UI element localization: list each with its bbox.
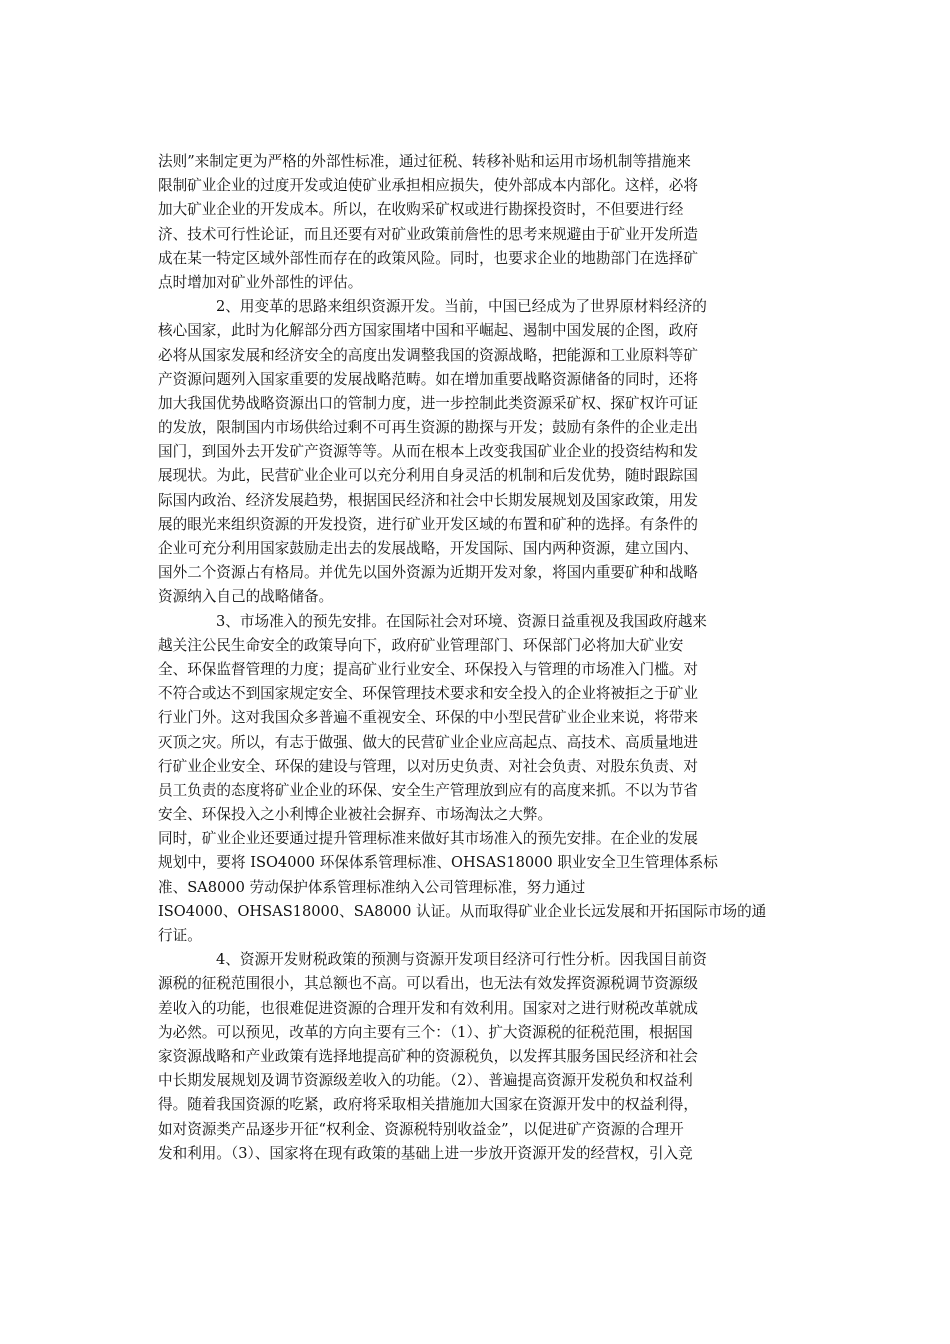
text-line: 安全、环保投入之小利博企业被社会摒弃、市场淘汰之大弊。 — [158, 806, 553, 824]
text-line: 行矿业企业安全、环保的建设与管理，以对历史负责、对社会负责、对股东负责、对 — [158, 757, 698, 775]
text-line: 员工负责的态度将矿业企业的环保、安全生产管理放到应有的高度来抓。不以为节省 — [158, 781, 698, 799]
text-line: 点时增加对矿业外部性的评估。 — [158, 273, 363, 291]
text-line: 行证。 — [158, 927, 202, 944]
text-line: 国外二个资源占有格局。并优先以国外资源为近期开发对象，将国内重要矿种和战略 — [158, 564, 698, 582]
text-line: 济、技术可行性论证，而且还要有对矿业政策前詹性的思考来规避由于矿业开发所造 — [158, 225, 698, 243]
text-line: 加大我国优势战略资源出口的管制力度，进一步控制此类资源采矿权、探矿权许可证 — [158, 394, 698, 412]
text-line: 越关注公民生命安全的政策导向下，政府矿业管理部门、环保部门必将加大矿业安 — [158, 636, 684, 654]
text-line: 必将从国家发展和经济安全的高度出发调整我国的资源战略，把能源和工业原料等矿 — [158, 346, 698, 364]
text-line: 法则”来制定更为严格的外部性标准，通过征税、转移补贴和运用市场机制等措施来 — [158, 153, 691, 170]
text-line: 全、环保监督管理的力度；提高矿业行业安全、环保投入与管理的市场准入门槛。对 — [158, 660, 698, 678]
text-line: 灭顶之灾。所以，有志于做强、做大的民营矿业企业应高起点、高技术、高质量地进 — [158, 733, 698, 751]
text-line: ISO4000、OHSAS18000、SA8000 认证。从而取得矿业企业长远发展和开拓国际市场的通 — [158, 902, 767, 920]
text-line: 产资源问题列入国家重要的发展战略范畴。如在增加重要战略资源储备的同时，还将 — [158, 370, 698, 388]
text-line: 加大矿业企业的开发成本。所以，在收购采矿权或进行勘探投资时，不但要进行经 — [158, 201, 684, 219]
text-line: 核心国家，此时为化解部分西方国家围堵中国和平崛起、遏制中国发展的企图，政府 — [158, 322, 698, 340]
text-line: 差收入的功能，也很难促进资源的合理开发和有效利用。国家对之进行财税改革就成 — [158, 999, 698, 1017]
text-line: 同时，矿业企业还要通过提升管理标准来做好其市场准入的预先安排。在企业的发展 — [158, 830, 698, 848]
text-line: 源税的征税范围很小，其总额也不高。可以看出，也无法有效发挥资源税调节资源级 — [158, 975, 698, 993]
text-line: 展的眼光来组织资源的开发投资，进行矿业开发区域的布置和矿种的选择。有条件的 — [158, 515, 698, 533]
text-line: 不符合或达不到国家规定安全、环保管理技术要求和安全投入的企业将被拒之于矿业 — [158, 685, 698, 703]
paragraph-first-line: 4、资源开发财税政策的预测与资源开发项目经济可行性分析。因我国目前资 — [216, 951, 707, 969]
text-line: 为必然。可以预见，改革的方向主要有三个：（1）、扩大资源税的征税范围，根据国 — [158, 1023, 693, 1041]
text-line: 准、SA8000 劳动保护体系管理标准纳入公司管理标准，努力通过 — [158, 878, 586, 896]
text-line: 限制矿业企业的过度开发或迫使矿业承担相应损失，使外部成本内部化。这样，必将 — [158, 177, 698, 195]
text-line: 国门，到国外去开发矿产资源等等。从而在根本上改变我国矿业企业的投资结构和发 — [158, 443, 698, 461]
text-line: 行业门外。这对我国众多普遍不重视安全、环保的中小型民营矿业企业来说，将带来 — [158, 709, 698, 727]
paragraph-first-line: 2、用变革的思路来组织资源开发。当前，中国已经成为了世界原材料经济的 — [216, 298, 707, 316]
text-line: 中长期发展规划及调节资源级差收入的功能。（2）、普遍提高资源开发税负和权益利 — [158, 1072, 693, 1090]
text-line: 规划中，要将 ISO4000 环保体系管理标准、OHSAS18000 职业安全卫生管理体系标 — [158, 854, 718, 872]
text-line: 的发放，限制国内市场供给过剩不可再生资源的勘探与开发；鼓励有条件的企业走出 — [158, 419, 698, 437]
text-line: 际国内政治、经济发展趋势，根据国民经济和社会中长期发展规划及国家政策，用发 — [158, 491, 698, 509]
text-line: 家资源战略和产业政策有选择地提高矿种的资源税负，以发挥其服务国民经济和社会 — [158, 1047, 698, 1065]
text-line: 得。随着我国资源的吃紧，政府将采取相关措施加大国家在资源开发中的权益利得， — [158, 1096, 698, 1114]
text-line: 成在某一特定区域外部性而存在的政策风险。同时，也要求企业的地勘部门在选择矿 — [158, 249, 698, 267]
text-line: 展现状。为此，民营矿业企业可以充分利用自身灵活的机制和后发优势，随时跟踪国 — [158, 467, 698, 485]
text-line: 如对资源类产品逐步开征“权利金、资源税特别收益金”，以促进矿产资源的合理开 — [158, 1120, 684, 1138]
document-body — [158, 150, 798, 1166]
text-line: 资源纳入自己的战略储备。 — [158, 588, 334, 606]
text-line: 发和利用。（3）、国家将在现有政策的基础上进一步放开资源开发的经营权，引入竞 — [158, 1144, 693, 1162]
paragraph-first-line: 3、市场准入的预先安排。在国际社会对环境、资源日益重视及我国政府越来 — [216, 612, 707, 630]
text-line: 企业可充分利用国家鼓励走出去的发展战略，开发国际、国内两种资源，建立国内、 — [158, 540, 698, 557]
